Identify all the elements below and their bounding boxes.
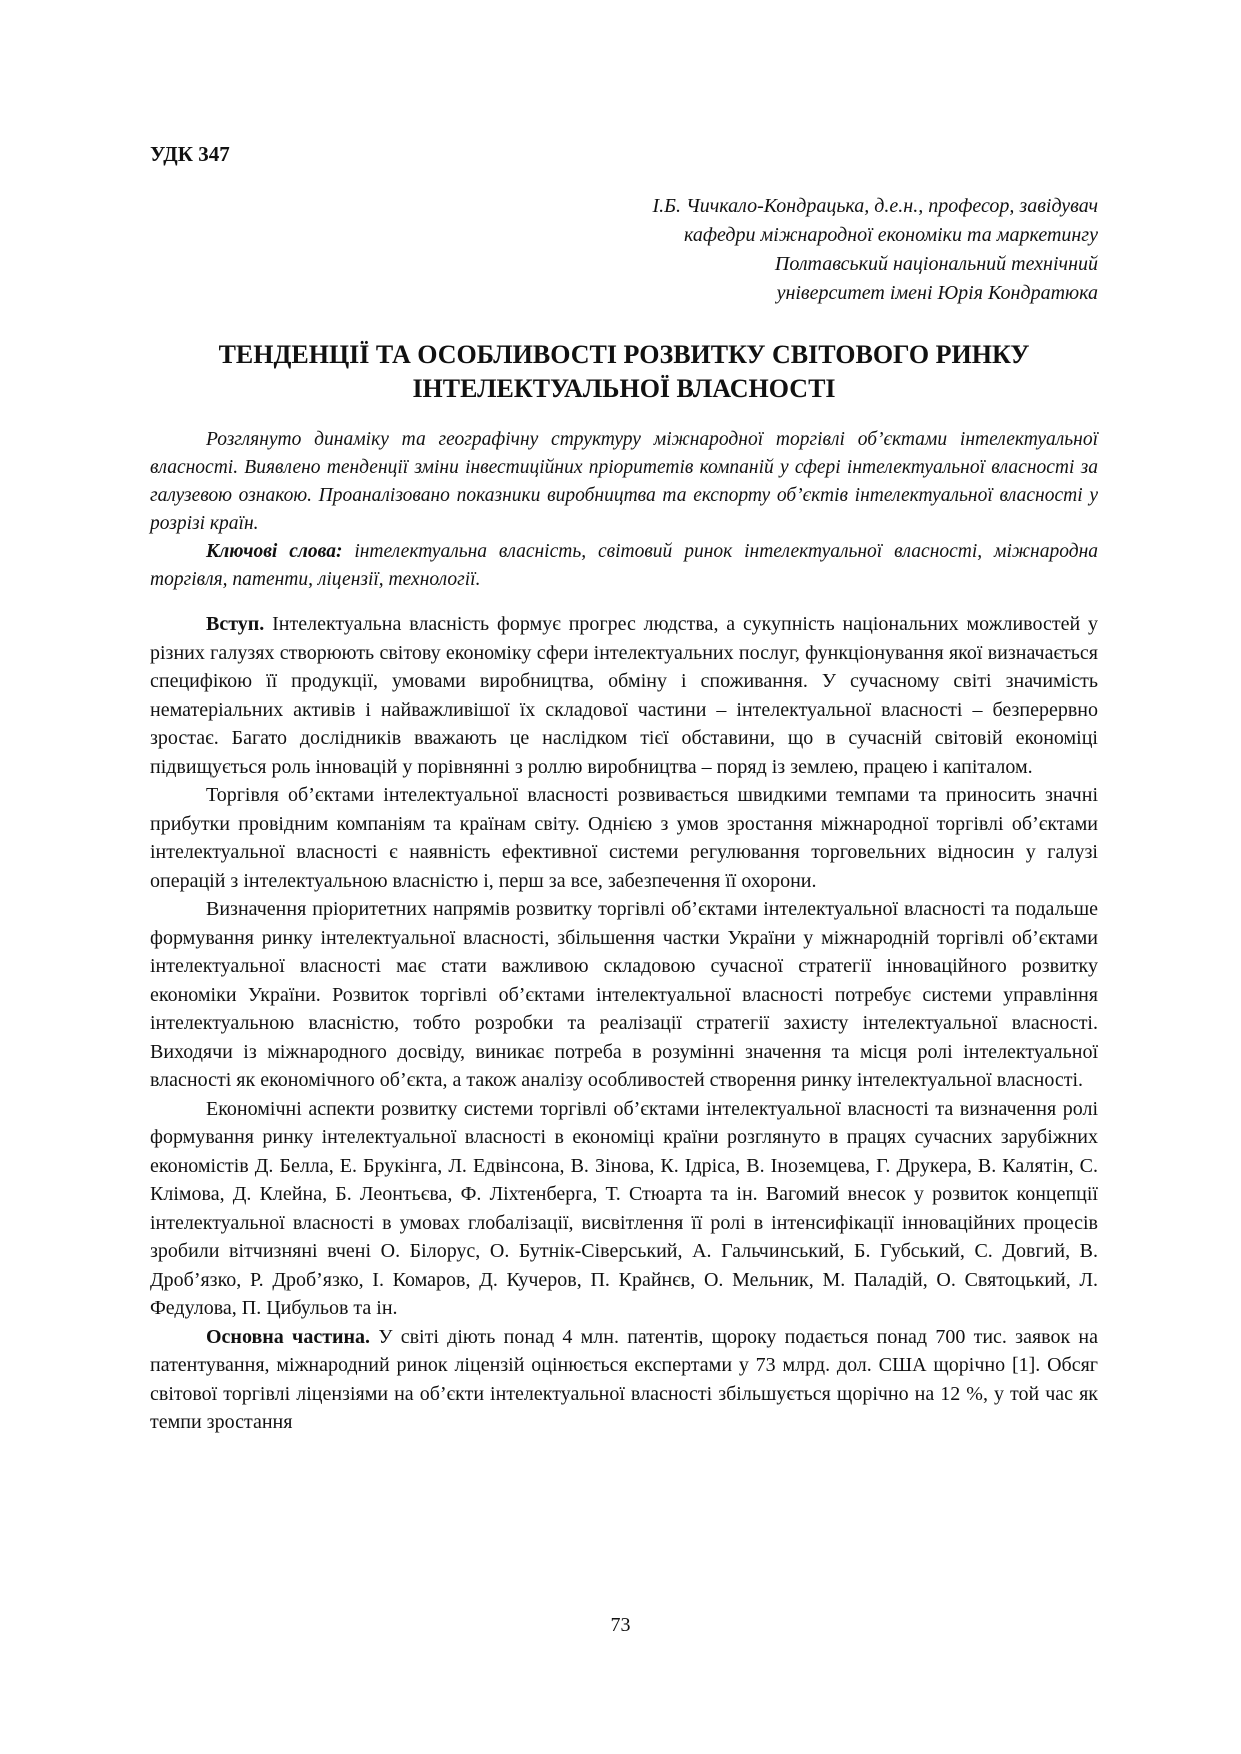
paragraph-text: Торгівля об’єктами інтелектуальної власності розвивається швидкими темпами та приносить значні прибутки провідним компаніям та країнам світу. Однією з умов зростання міжнародної торгівлі об’єктами інтелектуальної власності є наявність ефективної системи регулювання торговельних відносин у галузі операцій з інтелектуальною власністю і, перш за все, забезпечення її охорони. [150,784,1098,892]
paragraph-text: Економічні аспекти розвитку системи торгівлі об’єктами інтелектуальної власності та визначення ролі формування ринку інтелектуальної власності в економіці країни розглянуто в працях сучасних зарубіжних економістів Д. Белла, Е. Брукінга, Л. Едвінсона, В. Зінова, К. Ідріса, В. Іноземцева, Г. Друкера, В. Калятін, С. Клімова, Д. Клейна, Б. Леонтьєва, Ф. Ліхтенберга, Т. Стюарта та ін. Вагомий внесок у розвиток концепції інтелектуальної власності в умовах глобалізації, висвітлення її ролі в інтенсифікації інноваційних процесів зробили вітчизняні вчені О. Білорус, О. Бутнік-Сіверський, А. Гальчинський, Б. Губський, С. Довгий, В. Дроб’язко, Р. Дроб’язко, І. Комаров, Д. Кучеров, П. Крайнєв, О. Мельник, М. Паладій, О. Святоцький, Л. Федулова, П. Цибульов та ін. [150,1097,1098,1319]
abstract: Розглянуто динаміку та географічну структуру міжнародної торгівлі об’єктами інтелектуальної власності. Виявлено тенденції зміни інвестиційних пріоритетів компаній у сфері інтелектуальної власності за галузевою ознакою. Проаналізовано показники виробництва та експорту об’єктів інтелектуальної власності у розрізі країн. [150,429,1098,534]
author-line: І.Б. Чичкало-Кондрацька, д.е.н., професор, завідувач [652,195,1098,217]
paragraph-lead: Вступ. [206,613,265,635]
paragraph-main-part [150,1323,1098,1437]
paragraph [150,895,1098,1095]
title-line: ІНТЕЛЕКТУАЛЬНОЇ ВЛАСНОСТІ [412,374,836,403]
author-line: кафедри міжнародної економіки та маркетингу [683,224,1098,246]
keywords-label: Ключові слова: [206,541,343,562]
author-line: Полтавський національний технічний [774,253,1098,275]
title-line: ТЕНДЕНЦІЇ ТА ОСОБЛИВОСТІ РОЗВИТКУ СВІТОВОГО РИНКУ [218,340,1030,369]
paragraph-lead: Основна частина. [206,1325,371,1348]
paragraph-introduction [150,610,1098,781]
keywords [150,538,1098,594]
paragraph-text: Інтелектуальна власність формує прогрес людства, а сукупність національних можливостей у різних галузях створюють світову економіку сфери інтелектуальних послуг, функціонування якої визначається специфікою її продукції, умовами виробництва, обміну і споживання. У сучасному світі значимість нематеріальних активів і найважливішої їх складової частини – інтелектуальної власності – безперервно зростає. Багато дослідників вважають це наслідком тієї обставини, що в сучасній світовій економіці підвищується роль інновацій у порівнянні з роллю виробництва – поряд із землею, працею і капіталом. [150,613,1098,778]
udk-code: УДК 347 [150,142,230,166]
paragraph [150,1095,1098,1323]
author-line: університет імені Юрія Кондратюка [776,282,1098,304]
page-number: 73 [610,1614,631,1636]
article-title [150,338,1098,406]
article-page [150,140,1098,1437]
author-block [150,192,1098,308]
paragraph-text: Визначення пріоритетних напрямів розвитку торгівлі об’єктами інтелектуальної власності та подальше формування ринку інтелектуальної власності, збільшення частки України у міжнародній торгівлі об’єктами інтелектуальної власності має стати важливою складовою сучасної стратегії інноваційного розвитку економіки України. Розвиток торгівлі об’єктами інтелектуальної власності потребує системи управління інтелектуальною власністю, тобто розробки та реалізації стратегії захисту інтелектуальної власності. Виходячи із міжнародного досвіду, виникає потреба в розумінні значення та місця ролі інтелектуальної власності як економічного об’єкта, а також аналізу особливостей створення ринку інтелектуальної власності. [150,898,1098,1091]
paragraph-text: У світі діють понад 4 млн. патентів, щороку подається понад 700 тис. заявок на патентування, міжнародний ринок ліцензій оцінюється експертами у 73 млрд. дол. США щорічно [1]. Обсяг світової торгівлі ліцензіями на об’єкти інтелектуальної власності збільшується щорічно на 12 %, у той час як темпи зростання [150,1325,1098,1433]
paragraph [150,781,1098,895]
keywords-text: інтелектуальна власність, світовий ринок інтелектуальної власності, міжнародна торгівля, патенти, ліцензії, технології. [150,541,1098,590]
